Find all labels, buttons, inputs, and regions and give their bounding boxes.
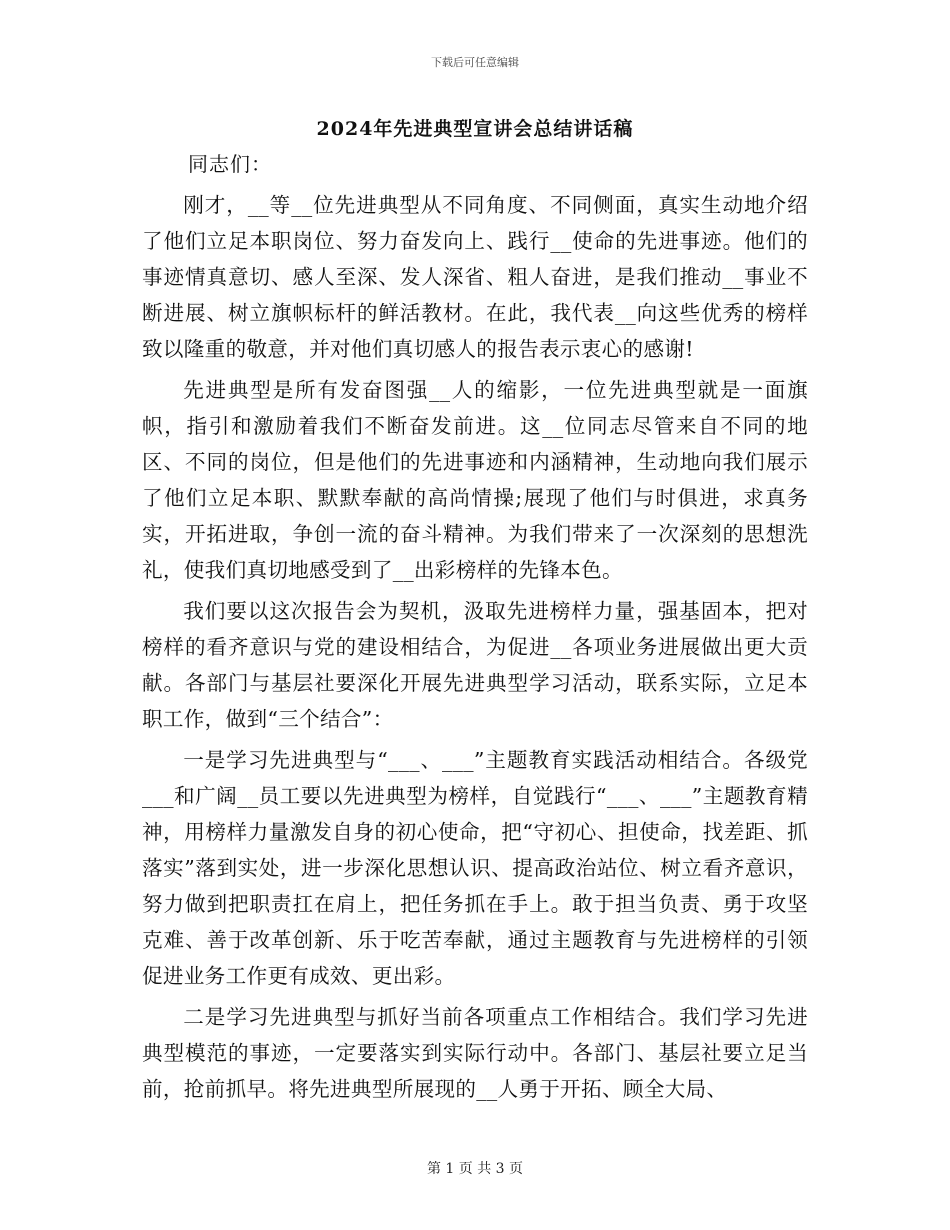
page-number: 第 1 页 共 3 页 <box>426 1161 524 1177</box>
page-header-note: 下载后可任意编辑 <box>431 56 519 69</box>
paragraph-5: 二是学习先进典型与抓好当前各项重点工作相结合。我们学习先进典型模范的事迹，一定要落实到实际行动中。各部门、基层社要立足当前，抢前抓早。将先进典型所展现的__人勇于开拓、顾全大局、 <box>142 1005 808 1101</box>
paragraph-3: 我们要以这次报告会为契机，汲取先进榜样力量，强基固本，把对榜样的看齐意识与党的建设相结合，为促进__各项业务进展做出更大贡献。各部门与基层社要深化开展先进典型学习活动，联系实际，立足本职工作，做到“三个结合”： <box>142 599 808 731</box>
document-title: 2024年先进典型宣讲会总结讲话稿 <box>316 118 634 140</box>
paragraph-2: 先进典型是所有发奋图强__人的缩影，一位先进典型就是一面旗帜，指引和激励着我们不断奋发前进。这__位同志尽管来自不同的地区、不同的岗位，但是他们的先进事迹和内涵精神，生动地向我们展示了他们立足本职、默默奉献的高尚情操;展现了他们与时俱进，求真务实，开拓进取，争创一流的奋斗精神。为我们带来了一次深刻的思想洗礼，使我们真切地感受到了__出彩榜样的先锋本色。 <box>142 378 808 582</box>
salutation: 同志们： <box>188 152 272 176</box>
paragraph-1: 刚才，__等__位先进典型从不同角度、不同侧面，真实生动地介绍了他们立足本职岗位、努力奋发向上、践行__使命的先进事迹。他们的事迹情真意切、感人至深、发人深省、粗人奋进，是我们推动__事业不断进展、树立旗帜标杆的鲜活教材。在此，我代表__向这些优秀的榜样致以隆重的敬意，并对他们真切感人的报告表示衷心的感谢! <box>142 193 808 361</box>
paragraph-4: 一是学习先进典型与“___、___”主题教育实践活动相结合。各级党___和广阔__员工要以先进典型为榜样，自觉践行“___、___”主题教育精神，用榜样力量激发自身的初心使命，把“守初心、担使命，找差距、抓落实”落到实处，进一步深化思想认识、提高政治站位、树立看齐意识，努力做到把职责扛在肩上，把任务抓在手上。敢于担当负责、勇于攻坚克难、善于改革创新、乐于吃苦奉献，通过主题教育与先进榜样的引领促进业务工作更有成效、更出彩。 <box>142 748 808 988</box>
document-body <box>142 149 808 1112</box>
